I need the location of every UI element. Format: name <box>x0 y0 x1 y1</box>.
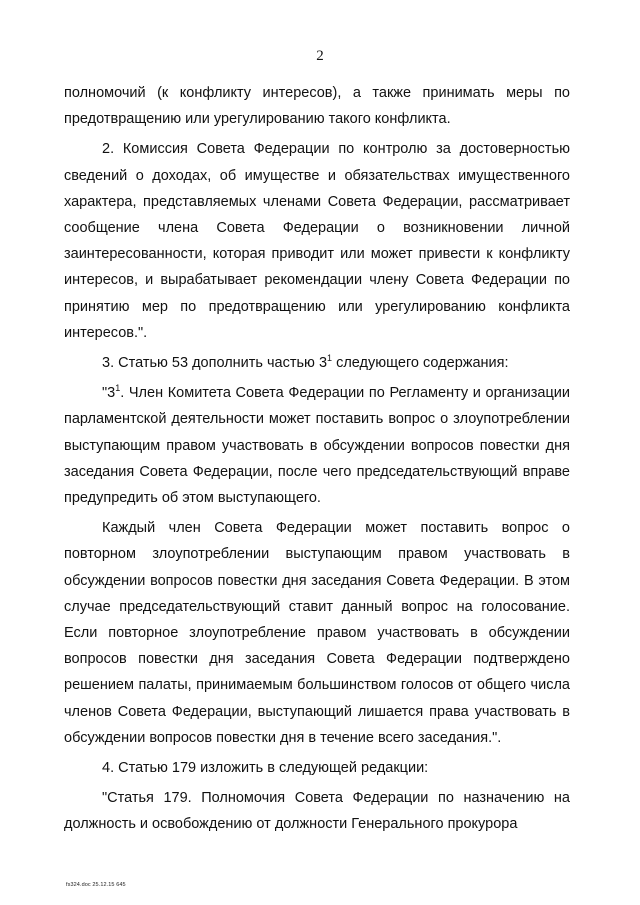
paragraph-part-3-1 <box>64 380 570 511</box>
paragraph-part-3-1-text: . Член Комитета Совета Федерации по Регламенту и организации парламентской деятельности может поставить вопрос о злоупотреблении выступающим правом участвовать в обсуждении вопросов повестки дня заседания Совета Федерации, после чего председательствующий вправе предупредить об этом выступающего. <box>64 385 570 507</box>
paragraph-part-3-1-start: "3 <box>102 385 116 402</box>
paragraph-continuation: полномочий (к конфликту интересов), а также принимать меры по предотвращению или урегулированию такого конфликта. <box>64 85 570 128</box>
paragraph-item-3-text-end: следующего содержания: <box>332 355 509 372</box>
paragraph-item-3-text: 3. Статью 53 дополнить частью 3 <box>102 355 328 372</box>
paragraph-item-4: 4. Статью 179 изложить в следующей редакции: <box>102 760 429 777</box>
paragraph-item-2: 2. Комиссия Совета Федерации по контролю за достоверностью сведений о доходах, об имуществе и обязательствах имущественного характера, представляемых членами Совета Федерации, рассматривает сообщение члена Совета Федерации о возникновении личной заинтересованности, которая приводит или может привести к конфликту интересов, и вырабатывает рекомендации члену Совета Федерации по принятию мер по предотвращению или урегулированию конфликта интересов.". <box>64 141 570 341</box>
page-number: 2 <box>316 48 324 64</box>
document-body <box>64 80 570 842</box>
paragraph-item-3 <box>64 350 570 376</box>
superscript-part-number: 1 <box>327 353 333 364</box>
paragraph-article-179: "Статья 179. Полномочия Совета Федерации по назначению на должность и освобождению от должности Генерального прокурора <box>64 790 570 833</box>
superscript-part-number: 1 <box>115 383 121 394</box>
footer-file-stamp: fs324.doc 25.12.15 645 <box>66 882 126 888</box>
paragraph-repeat-abuse: Каждый член Совета Федерации может поставить вопрос о повторном злоупотреблении выступающим правом участвовать в обсуждении вопросов повестки дня заседания Совета Федерации. В этом случае председательствующий ставит данный вопрос на голосование. Если повторное злоупотребление правом участвовать в обсуждении вопросов повестки дня заседания Совета Федерации подтверждено решением палаты, принимаемым большинством голосов от общего числа членов Совета Федерации, выступающий лишается права участвовать в обсуждении вопросов повестки дня в течение всего заседания.". <box>64 520 570 746</box>
